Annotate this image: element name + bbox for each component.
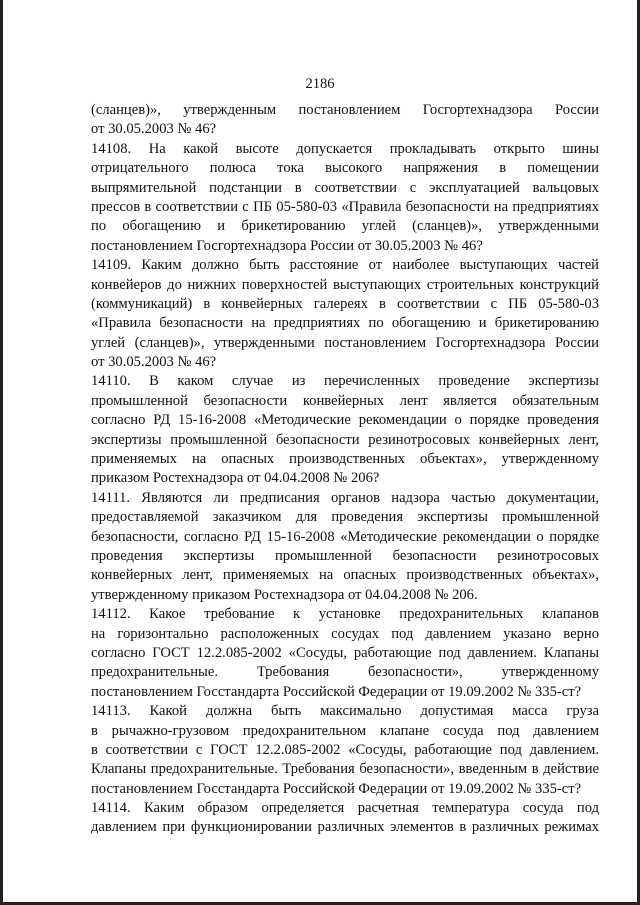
text-line: промышленной безопасности конвейерных лент является обязательным: [91, 392, 599, 409]
text-line: безопасности, согласно РД 15-16-2008 «Методические рекомендации о порядке: [91, 528, 599, 545]
text-line: 14109. Каким должно быть расстояние от наиболее выступающих частей: [91, 257, 599, 274]
text-line: от 30.05.2003 № 46?: [91, 354, 217, 371]
text-line: по обогащению и брикетированию углей (сланцев)», утвержденными: [91, 218, 599, 235]
text-line: отрицательного полюса тока высокого напряжения в помещении: [91, 160, 599, 177]
text-line: 14114. Каким образом определяется расчетная температура сосуда под: [91, 800, 599, 817]
text-line: 14112. Какое требование к установке предохранительных клапанов: [91, 606, 599, 623]
text-line: 14108. На какой высоте допускается прокладывать открыто шины: [91, 140, 599, 157]
text-line: приказом Ростехнадзора от 04.04.2008 № 206?: [91, 470, 380, 487]
text-line: выпрямительной подстанции в соответствии с эксплуатацией вальцовых: [91, 179, 599, 196]
text-line: применяемых на опасных производственных объектах», утвержденному: [91, 451, 599, 468]
paragraph: [91, 372, 599, 488]
text-line: «Правила безопасности на предприятиях по обогащению и брикетированию: [91, 315, 599, 332]
text-line: углей (сланцев)», утвержденными постановлением Госгортехнадзора России: [91, 334, 599, 351]
text-line: экспертизы промышленной безопасности резинотросовых конвейерных лент,: [91, 431, 599, 448]
text-line: предоставляемой заказчиком для проведения экспертизы промышленной: [91, 509, 599, 526]
text-line: постановлением Госгортехнадзора России от 30.05.2003 № 46?: [91, 237, 483, 254]
text-line: на горизонтально расположенных сосудах под давлением указано верно: [91, 625, 599, 642]
text-line: от 30.05.2003 № 46?: [91, 121, 217, 138]
text-line: Клапаны предохранительные. Требования безопасности», введенным в действие: [91, 761, 599, 778]
text-line: согласно РД 15-16-2008 «Методические рекомендации о порядке проведения: [91, 412, 599, 429]
paragraph: [91, 101, 599, 140]
text-line: конвейерных лент, применяемых на опасных производственных объектах»,: [91, 567, 599, 584]
text-line: (сланцев)», утвержденным постановлением Госгортехнадзора России: [91, 102, 599, 118]
paragraph: [91, 140, 599, 256]
paragraph: [91, 799, 599, 838]
text-line: в соответствии с ГОСТ 12.2.085-2002 «Сосуды, работающие под давлением.: [91, 741, 599, 758]
text-line: (коммуникаций) в конвейерных галереях в соответствии с ПБ 05-580-03: [91, 295, 599, 312]
paragraph: [91, 702, 599, 799]
text-line: утвержденному приказом Ростехнадзора от 04.04.2008 № 206.: [91, 586, 478, 603]
text-line: 14110. В каком случае из перечисленных проведение экспертизы: [91, 373, 599, 390]
document-body: [91, 101, 599, 838]
text-line: 14111. Являются ли предписания органов надзора частью документации,: [91, 489, 599, 506]
text-line: согласно ГОСТ 12.2.085-2002 «Сосуды, работающие под давлением. Клапаны: [91, 644, 599, 661]
text-line: 14113. Какой должна быть максимально допустимая масса груза: [91, 703, 599, 720]
text-line: прессов в соответствии с ПБ 05-580-03 «Правила безопасности на предприятиях: [91, 198, 599, 215]
paragraph: [91, 489, 599, 605]
page-number: 2186: [305, 76, 335, 92]
text-line: в рычажно-грузовом предохранительном клапане сосуда под давлением: [91, 722, 599, 739]
paragraph: [91, 605, 599, 702]
text-line: конвейеров до нижних поверхностей выступающих строительных конструкций: [91, 276, 599, 293]
text-line: постановлением Госстандарта Российской Федерации от 19.09.2002 № 335-ст?: [91, 683, 582, 700]
paragraph: [91, 256, 599, 372]
text-line: предохранительные. Требования безопасности», утвержденному: [91, 664, 599, 681]
text-line: проведения экспертизы промышленной безопасности резинотросовых: [91, 547, 599, 564]
text-line: давлением при функционировании различных элементов в различных режимах: [91, 819, 599, 836]
text-line: постановлением Госстандарта Российской Федерации от 19.09.2002 № 335-ст?: [91, 780, 582, 797]
